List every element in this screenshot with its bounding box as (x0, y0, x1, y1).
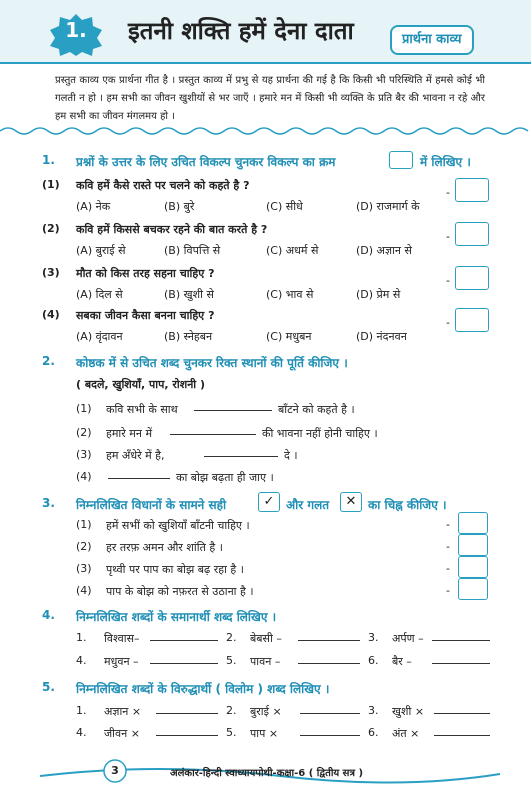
q1-option: (B) बुरे (164, 200, 195, 213)
q2-item-number: (4) (76, 470, 92, 483)
q3-item-text: हमें सभीं को खुशियाँ बाँटनी चाहिए । (106, 519, 250, 532)
answer-box[interactable] (458, 556, 488, 578)
q1-item-number: (3) (42, 266, 60, 279)
q1-option: (A) बुराई से (76, 244, 126, 257)
q1-option: (B) खुशी से (164, 288, 214, 301)
tick-icon: ✓ (258, 492, 280, 512)
chapter-title: इतनी शक्ति हमें देना दाता (128, 17, 354, 45)
q1-option: (C) भाव से (266, 288, 314, 301)
dash: - (446, 186, 450, 199)
q1-item-question: कवि हमें कैसे रास्ते पर चलने को कहते है ? (76, 179, 250, 192)
q1-option: (D) नंदनवन (356, 330, 407, 343)
q1-example-box (389, 151, 413, 169)
q2-item-text: बाँटने को कहते है । (278, 403, 355, 416)
answer-box[interactable] (458, 512, 488, 534)
q5-item-word: बुराई × (250, 705, 282, 718)
q3-item-text: पृथ्वी पर पाप का बोझ बढ़ रहा है । (106, 563, 244, 576)
q5-item-number: 5. (226, 726, 237, 739)
blank-line[interactable] (434, 735, 490, 736)
chapter-type-tag: प्रार्थना काव्य (390, 25, 474, 55)
q5-item-word: अज्ञान × (104, 705, 142, 718)
dash: - (446, 562, 450, 575)
q4-item-number: 3. (368, 631, 379, 644)
q4-item-number: 5. (226, 654, 237, 667)
q4-number: 4. (42, 608, 55, 622)
blank-line[interactable] (150, 640, 218, 641)
q2-item-number: (3) (76, 448, 92, 461)
q5-item-word: अंत × (392, 727, 420, 740)
q3-item-number: (2) (76, 540, 92, 553)
blank-line[interactable] (434, 713, 490, 714)
q3-item-number: (3) (76, 562, 92, 575)
q1-option: (D) प्रेम से (356, 288, 401, 301)
q1-item-question: सबका जीवन कैसा बनना चाहिए ? (76, 309, 215, 322)
blank-line[interactable] (432, 640, 490, 641)
q1-option: (B) स्नेहबन (164, 330, 213, 343)
q5-item-number: 1. (76, 704, 87, 717)
q3-item-text: हर तरफ़ अमन और शांति है । (106, 541, 223, 554)
q2-item-text: हमारे मन में (106, 427, 153, 440)
intro-paragraph: प्रस्तुत काव्य एक प्रार्थना गीत है । प्रस्तुत काव्य में प्रभु से यह प्रार्थना की गई है कि किसी भी परिस्थिति में हमसे कोई भी गलती न हो । हम सभी का जीवन खुशीयों से भर जाएँ । हमारे मन में किसी भी व्यक्ति के प्रति बैर की भावना न रहे और हम सभी का जीवन मंगलमय हो । (55, 75, 485, 122)
q1-option: (C) अधर्म से (266, 244, 319, 257)
blank-line[interactable] (300, 735, 360, 736)
q2-text: कोष्ठक में से उचित शब्द चुनकर रिक्त स्थानों की पूर्ति कीजिए । (76, 356, 348, 370)
q1-item-question: कवि हमें किससे बचकर रहने की बात करते है ? (76, 223, 268, 236)
q2-item-text: दे । (284, 449, 298, 462)
q2-item-text: कवि सभी के साथ (106, 403, 178, 416)
blank-line[interactable] (156, 735, 218, 736)
q3-text-end: का चिह्न कीजिए । (368, 498, 447, 512)
q1-option: (C) सीधे (266, 200, 303, 213)
answer-box[interactable] (458, 578, 488, 600)
q5-text: निम्नलिखित शब्दों के विरुद्धार्थी ( विलोम ) शब्द लिखिए । (76, 682, 330, 696)
q5-item-word: जीवन × (104, 727, 140, 740)
q1-item-number: (1) (42, 178, 60, 191)
q2-item-number: (1) (76, 402, 92, 415)
blank-line[interactable] (300, 713, 360, 714)
q5-number: 5. (42, 680, 55, 694)
q4-item-number: 6. (368, 654, 379, 667)
q1-option: (C) मधुबन (266, 330, 312, 343)
q3-item-number: (1) (76, 518, 92, 531)
answer-box[interactable] (455, 266, 489, 290)
dash: - (446, 584, 450, 597)
blank-line[interactable] (204, 456, 278, 457)
q4-item-word: अर्पण – (392, 632, 424, 645)
q1-item-number: (2) (42, 222, 60, 235)
blank-line[interactable] (156, 713, 218, 714)
page-number: 3 (111, 764, 119, 777)
answer-box[interactable] (455, 308, 489, 332)
answer-box[interactable] (458, 534, 488, 556)
q4-item-word: बैर – (392, 655, 412, 668)
blank-line[interactable] (298, 640, 360, 641)
q4-item-word: बेबसी – (250, 632, 282, 645)
q5-item-word: पाप × (250, 727, 279, 740)
footer-book-title: अलंकार-हिन्दी स्वाध्यायपोथी-कक्षा-6 ( द्वितीय सत्र ) (170, 768, 364, 779)
q4-item-word: विश्वास– (104, 632, 140, 645)
q5-item-word: खुशी × (392, 705, 425, 718)
q2-number: 2. (42, 354, 55, 368)
q2-word-list: ( बदले, खुशियाँ, पाप, रोशनी ) (76, 378, 206, 391)
dash: - (446, 274, 450, 287)
q1-option: (B) विपत्ति से (164, 244, 221, 257)
dash: - (446, 230, 450, 243)
q3-text: निम्नलिखित विधानों के सामने सही (76, 498, 227, 512)
q1-option: (D) अज्ञान से (356, 244, 412, 257)
dash: - (446, 540, 450, 553)
q4-item-number: 4. (76, 654, 87, 667)
q5-item-number: 3. (368, 704, 379, 717)
q3-item-text: पाप के बोझ को नफ़रत से उठाना है । (106, 585, 254, 598)
q3-number: 3. (42, 496, 55, 510)
q4-item-number: 1. (76, 631, 87, 644)
q1-item-number: (4) (42, 308, 60, 321)
answer-box[interactable] (455, 178, 489, 202)
q1-number: 1. (42, 153, 55, 167)
chapter-number: 1. (65, 18, 87, 42)
q3-text-mid: और गलत (286, 498, 330, 512)
q2-item-text: की भावना नहीं होनी चाहिए । (262, 427, 378, 440)
blank-line[interactable] (150, 663, 218, 664)
q4-item-word: मधुवन – (104, 655, 139, 668)
q1-text: प्रश्नों के उत्तर के लिए उचित विकल्प चुनकर विकल्प का क्रम (76, 155, 336, 169)
blank-line[interactable] (170, 434, 256, 435)
q4-item-number: 2. (226, 631, 237, 644)
q5-item-number: 4. (76, 726, 87, 739)
q2-item-text: का बोझ बढ़ता ही जाए । (176, 471, 274, 484)
q3-item-number: (4) (76, 584, 92, 597)
blank-line[interactable] (194, 410, 272, 411)
q4-text: निम्नलिखित शब्दों के समानार्थी शब्द लिखिए । (76, 610, 277, 624)
q2-item-number: (2) (76, 426, 92, 439)
blank-line[interactable] (432, 663, 490, 664)
q1-option: (A) दिल से (76, 288, 123, 301)
q1-option: (D) राजमार्ग के (356, 200, 420, 213)
q5-item-number: 6. (368, 726, 379, 739)
q4-item-word: पावन – (250, 655, 281, 668)
q5-item-number: 2. (226, 704, 237, 717)
q1-text-end: में लिखिए । (420, 155, 471, 169)
dash: - (446, 518, 450, 531)
wave-divider (0, 124, 531, 138)
blank-line[interactable] (298, 663, 360, 664)
dash: - (446, 316, 450, 329)
blank-line[interactable] (108, 478, 170, 479)
q2-item-text: हम अँधेरे में है, (106, 449, 165, 462)
q1-option: (A) वृंदावन (76, 330, 123, 343)
q1-item-question: मौत को किस तरह सहना चाहिए ? (76, 267, 215, 280)
q1-option: (A) नेक (76, 200, 111, 213)
cross-icon: ✕ (340, 492, 362, 512)
answer-box[interactable] (455, 222, 489, 246)
